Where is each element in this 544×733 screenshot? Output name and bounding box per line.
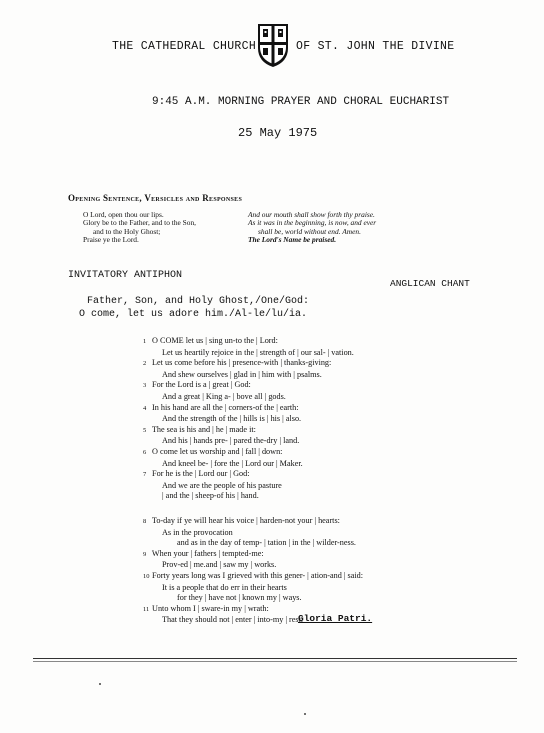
response-line: The Lord's Name be praised. xyxy=(248,235,337,245)
psalm-verse-response: That they should not | enter | into-my | rest. xyxy=(162,615,303,625)
bottom-rule xyxy=(33,658,517,659)
versicle-line: Praise ye the Lord. xyxy=(83,235,139,245)
paper-speck xyxy=(99,683,101,685)
psalm-verse: 10 Forty years long was I grieved with this gener- | ation-and | said: xyxy=(143,570,363,580)
response-line: And our mouth shall show forth thy praise. xyxy=(248,210,375,219)
psalm-verse-response: for they | have not | known my | ways. xyxy=(177,593,302,603)
antiphon-line-2: O come, let us adore him./Al-le/lu/ia. xyxy=(79,309,308,320)
psalm-verses-8-11 xyxy=(143,516,363,626)
psalm-verse-response: | and the | sheep-of his | hand. xyxy=(162,491,259,501)
psalm-verse: 6 O come let us worship and | fall | down: xyxy=(143,446,283,456)
versicle-line: Glory be to the Father, and to the Son, xyxy=(83,218,197,228)
versicle-line: O Lord, open thou our lips. xyxy=(83,210,164,219)
invitatory-title: INVITATORY ANTIPHON xyxy=(68,270,183,281)
psalm-verse-response: It is a people that do err in their hearts xyxy=(162,582,287,592)
psalm-verse-response: And we are the people of his pasture xyxy=(162,480,282,490)
psalm-verse-response: And shew ourselves | glad in | him with | psalms. xyxy=(162,369,322,379)
psalm-verse: 3 For the Lord is a | great | God: xyxy=(143,380,251,390)
gloria-patri-label: Gloria Patri. xyxy=(298,613,373,624)
opening-section-title: Opening Sentence, Versicles and Responses xyxy=(68,193,243,203)
service-date: 25 May 1975 xyxy=(238,126,318,140)
bottom-rule-shadow xyxy=(33,661,517,662)
psalm-verse: 4 In his hand are all the | corners-of the | earth: xyxy=(143,402,299,412)
psalm-verse-response: Prov-ed | me.and | saw my | works. xyxy=(162,560,277,570)
paper-speck xyxy=(304,713,306,715)
header-left-text: THE CATHEDRAL CHURCH xyxy=(112,40,257,53)
psalm-verse: 5 The sea is his and | he | made it: xyxy=(143,424,256,434)
psalm-verse: 2 Let us come before his | presence-with | thanks-giving: xyxy=(143,358,332,368)
psalm-verse-response: And kneel be- | fore the | Lord our | Maker. xyxy=(162,458,303,468)
psalm-verse-response: And a great | King a- | bove all | gods. xyxy=(162,391,286,401)
psalm-verse: 8 To-day if ye will hear his voice | harden-not your | hearts: xyxy=(143,516,340,525)
response-line: shall be, world without end. Amen. xyxy=(258,226,361,236)
versicle-line: and to the Holy Ghost; xyxy=(93,226,161,236)
psalm-verses-1-7 xyxy=(143,336,354,502)
psalm-verse-response: As in the provocation xyxy=(162,527,233,537)
header-right-text: OF ST. JOHN THE DIVINE xyxy=(296,40,455,53)
psalm-verse: 1 O COME let us | sing un-to the | Lord: xyxy=(143,336,278,345)
psalm-verse-response: And his | hands pre- | pared the-dry | land. xyxy=(162,436,300,446)
response-line: As it was in the beginning, is now, and ever xyxy=(248,218,377,228)
psalm-verse-response: and as in the day of temp- | tation | in the | wilder-ness. xyxy=(177,538,356,548)
chant-label: ANGLICAN CHANT xyxy=(390,278,470,289)
cathedral-shield-crest-icon xyxy=(256,22,290,68)
responses-column xyxy=(248,211,376,245)
psalm-verse: 9 When your | fathers | tempted-me: xyxy=(143,548,264,558)
psalm-verse-response: And the strength of the | hills is | his | also. xyxy=(162,414,302,424)
psalm-verse-response: Let us heartily rejoice in the | strength of | our sal- | vation. xyxy=(162,347,354,357)
service-title: 9:45 A.M. MORNING PRAYER AND CHORAL EUCHARIST xyxy=(152,96,450,108)
versicles-column xyxy=(83,211,196,245)
psalm-verse: 7 For he is the | Lord our | God: xyxy=(143,469,250,479)
antiphon-line-1: Father, Son, and Holy Ghost,/One/God: xyxy=(87,296,310,307)
psalm-verse: 11 Unto whom I | sware-in my | wrath: xyxy=(143,603,269,613)
